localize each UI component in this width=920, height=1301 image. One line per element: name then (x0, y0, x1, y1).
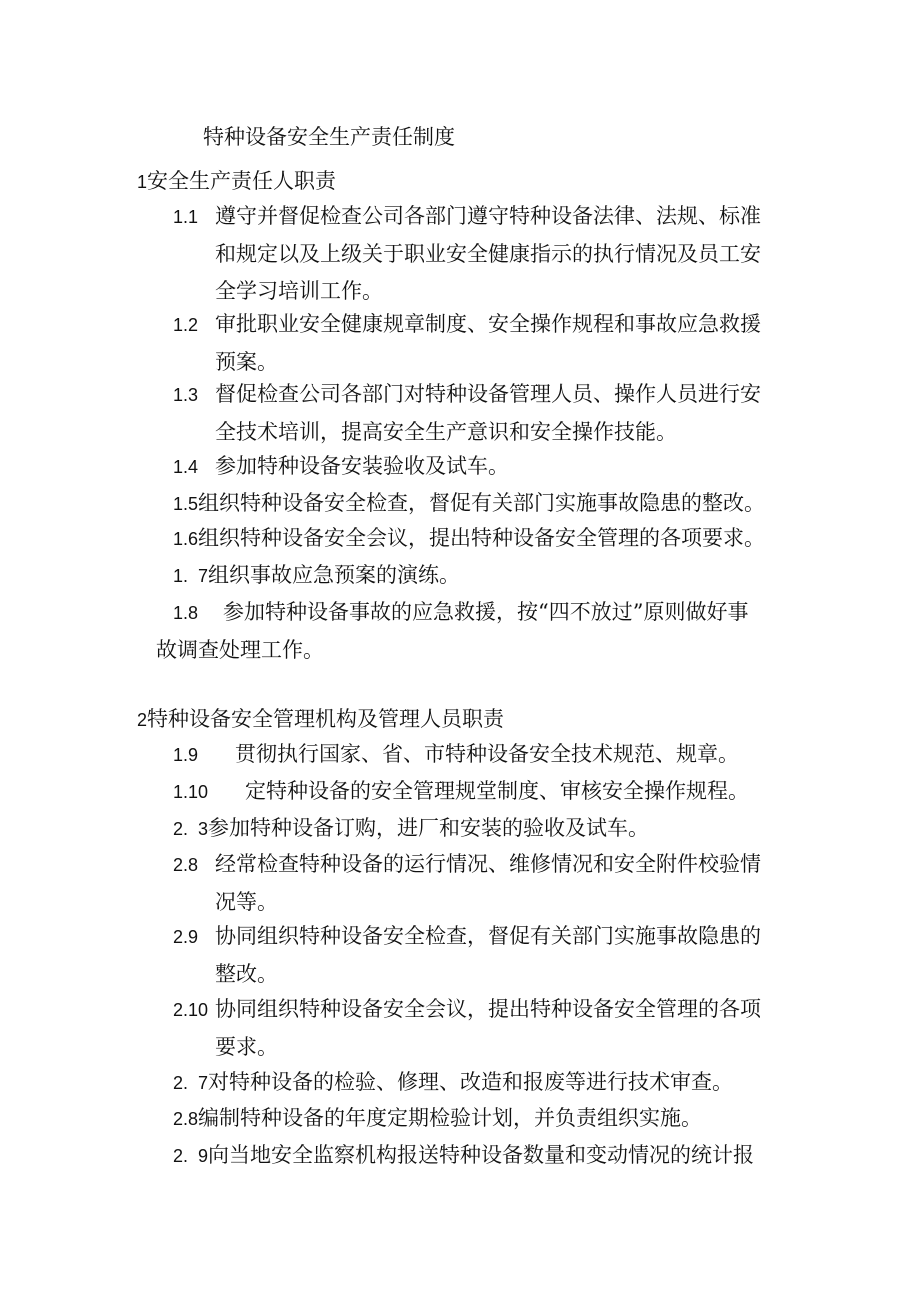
item-text: 组织特种设备安全会议，提出特种设备安全管理的各项要求。 (198, 526, 766, 550)
section-2-number: 2 (137, 710, 148, 730)
item-number: 2.10 (173, 1000, 209, 1020)
item-number: 1.2 (173, 315, 199, 335)
item-text: 经常检查特种设备的运行情况、维修情况和安全附件校验情 (215, 852, 761, 876)
item-text: 全学习培训工作。 (215, 279, 383, 303)
item-number: 1.3 (173, 385, 199, 405)
list-item-1-6 (173, 520, 765, 558)
item-number: 1.4 (173, 457, 199, 477)
item-number: 2.9 (173, 927, 199, 947)
list-item-1-3 (173, 376, 761, 451)
list-item-2-2 (173, 773, 749, 811)
item-number: 1.8 (173, 603, 199, 623)
item-text: 定特种设备的安全管理规堂制度、审核安全操作规程。 (245, 779, 749, 803)
list-item-2-7 (173, 1064, 733, 1102)
list-item-2-6 (173, 991, 761, 1066)
document-title: 特种设备安全生产责任制度 (203, 125, 455, 149)
list-item-2-9 (173, 1137, 754, 1175)
item-text: 组织特种设备安全检查，督促有关部门实施事故隐患的整改。 (198, 491, 766, 515)
item-text: 参加特种设备订购，进厂和安装的验收及试车。 (208, 816, 650, 840)
list-item-1-1 (173, 198, 761, 310)
item-text: 和规定以及上级关于职业安全健康指示的执行情况及员工安 (215, 242, 761, 266)
item-number: 1.9 (173, 745, 199, 765)
item-text: 要求。 (215, 1035, 278, 1059)
item-text: 参加特种设备事故的应急救援，按“四不放过”原则做好事 (223, 600, 749, 624)
list-item-1-8 (156, 594, 748, 669)
item-number: 2.8 (173, 855, 199, 875)
list-item-2-3 (173, 810, 649, 848)
item-text: 贯彻执行国家、省、市特种设备安全技术规范、规章。 (235, 742, 739, 766)
item-text: 预案。 (215, 350, 278, 374)
item-number: 1.6 (173, 529, 199, 549)
list-item-2-4 (173, 846, 761, 921)
item-number: 2. 7 (173, 1073, 209, 1093)
list-item-2-5 (173, 918, 761, 993)
item-text: 审批职业安全健康规章制度、安全操作规程和事故应急救援 (215, 312, 761, 336)
item-text: 组织事故应急预案的演练。 (208, 563, 461, 587)
list-item-2-1 (173, 736, 739, 774)
section-1-number: 1 (137, 172, 148, 192)
item-number: 1.10 (173, 782, 209, 802)
list-item-1-7 (173, 557, 460, 595)
item-number: 2. 9 (173, 1146, 209, 1166)
item-text: 遵守并督促检查公司各部门遵守特种设备法律、法规、标准 (215, 204, 761, 228)
item-number: 1.1 (173, 207, 199, 227)
item-number: 2. 3 (173, 819, 209, 839)
item-text: 故调查处理工作。 (156, 638, 324, 662)
list-item-1-4 (173, 448, 509, 486)
list-item-1-2 (173, 306, 761, 381)
item-number: 1. 7 (173, 566, 209, 586)
section-2-title: 特种设备安全管理机构及管理人员职责 (147, 707, 505, 731)
item-text: 编制特种设备的年度定期检验计划，并负责组织实施。 (198, 1106, 703, 1130)
item-text: 协同组织特种设备安全检查，督促有关部门实施事故隐患的 (215, 924, 761, 948)
list-item-1-5 (173, 485, 765, 523)
section-1-heading (137, 166, 336, 197)
item-text: 全技术培训，提高安全生产意识和安全操作技能。 (215, 420, 677, 444)
section-1-title: 安全生产责任人职责 (147, 169, 337, 193)
item-text: 况等。 (215, 890, 278, 914)
item-text: 向当地安全监察机构报送特种设备数量和变动情况的统计报 (208, 1143, 755, 1167)
item-text: 督促检查公司各部门对特种设备管理人员、操作人员进行安 (215, 382, 761, 406)
item-text: 整改。 (215, 962, 278, 986)
item-text: 参加特种设备安装验收及试车。 (215, 454, 509, 478)
item-text: 协同组织特种设备安全会议，提出特种设备安全管理的各项 (215, 997, 761, 1021)
list-item-2-8 (173, 1100, 702, 1138)
item-text: 对特种设备的检验、修理、改造和报废等进行技术审查。 (208, 1070, 734, 1094)
item-number: 1.5 (173, 494, 199, 514)
item-number: 2.8 (173, 1109, 199, 1129)
section-2-heading (137, 704, 504, 735)
